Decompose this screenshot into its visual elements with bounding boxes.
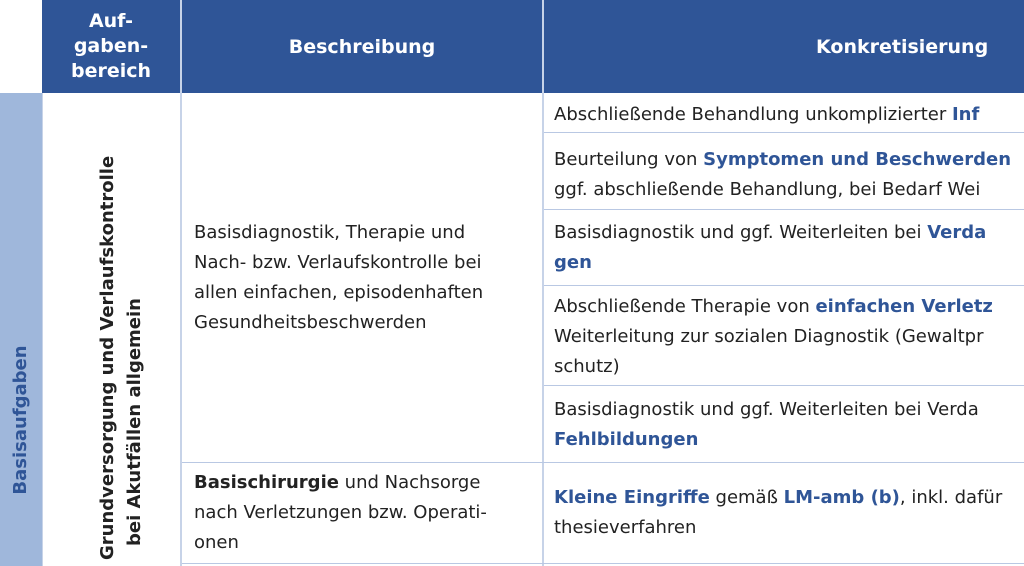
text-line: onen [194, 532, 239, 553]
concretization-row-2 [554, 145, 1024, 205]
text-line: nach Verletzungen bzw. Operati- [194, 502, 487, 523]
text: Basisdiagnostik und ggf. Weiterleiten bei [554, 222, 928, 243]
text-line: Nach- bzw. Verlaufskontrolle bei [194, 252, 482, 273]
text: Abschließende Therapie von [554, 296, 816, 317]
column-divider [180, 93, 182, 566]
column-divider [42, 93, 43, 566]
text-line: Weiterleitung zur sozialen Diagnostik (Gewaltpr [554, 326, 984, 347]
highlight-term: Kleine Eingriffe [554, 487, 710, 508]
basis-category-label: Basisaufgaben [10, 345, 31, 495]
text-line: Gesundheitsbeschwerden [194, 312, 427, 333]
text-line [194, 468, 539, 498]
row-divider [544, 132, 1024, 133]
row-divider [544, 385, 1024, 386]
text: , inkl. dafür [899, 487, 1003, 508]
task-area-title-line2: bei Akutfällen allgemein [124, 298, 145, 546]
text: gemäß [709, 487, 784, 508]
row-divider [544, 209, 1024, 210]
text-line: schutz) [554, 356, 620, 377]
text-line [554, 292, 1024, 322]
highlight-term: Symptomen und Beschwerden [703, 149, 1012, 170]
highlight-term: LM-amb (b) [783, 487, 900, 508]
header-description: Beschreibung [182, 0, 542, 93]
concretization-row-1 [554, 100, 1024, 130]
row-divider [182, 462, 1024, 463]
text-line: Basisdiagnostik und ggf. Weiterleiten bei Verda [554, 399, 979, 420]
text-line: thesieverfahren [554, 517, 697, 538]
text-line [554, 145, 1024, 175]
description-basic-surgery [194, 468, 539, 558]
concretization-row-4 [554, 292, 1024, 382]
column-divider [542, 93, 544, 566]
text-line [554, 483, 1024, 513]
text-line [554, 218, 1024, 248]
concretization-row-3 [554, 218, 1024, 278]
text: und Nachsorge [338, 472, 481, 493]
task-area-title-line1: Grundversorgung und Verlaufskontrolle [97, 155, 118, 560]
concretization-row-6 [554, 483, 1024, 543]
text-line [554, 100, 1024, 130]
description-basic-diagnostics [194, 218, 539, 338]
highlight-term: Fehlbildungen [554, 429, 699, 450]
concretization-row-5 [554, 395, 1024, 455]
bold-term: Basischirurgie [194, 472, 339, 493]
row-divider [182, 563, 1024, 564]
header-concretization: Konkretisierung [544, 0, 1024, 93]
row-divider [544, 285, 1024, 286]
text-line: allen einfachen, episodenhaften [194, 282, 484, 303]
text-line: ggf. abschließende Behandlung, bei Bedarf Wei [554, 179, 981, 200]
header-task-area: Auf- gaben- bereich [42, 0, 180, 93]
header-divider [180, 0, 182, 93]
text: Beurteilung von [554, 149, 704, 170]
text-line: Basisdiagnostik, Therapie und [194, 222, 466, 243]
highlight-term: Inf [951, 104, 980, 125]
highlight-term: Verda [927, 222, 987, 243]
text: Abschließende Behandlung unkomplizierter [554, 104, 952, 125]
highlight-term: gen [554, 252, 592, 273]
highlight-term: einfachen Verletz [815, 296, 993, 317]
header-divider [542, 0, 544, 93]
